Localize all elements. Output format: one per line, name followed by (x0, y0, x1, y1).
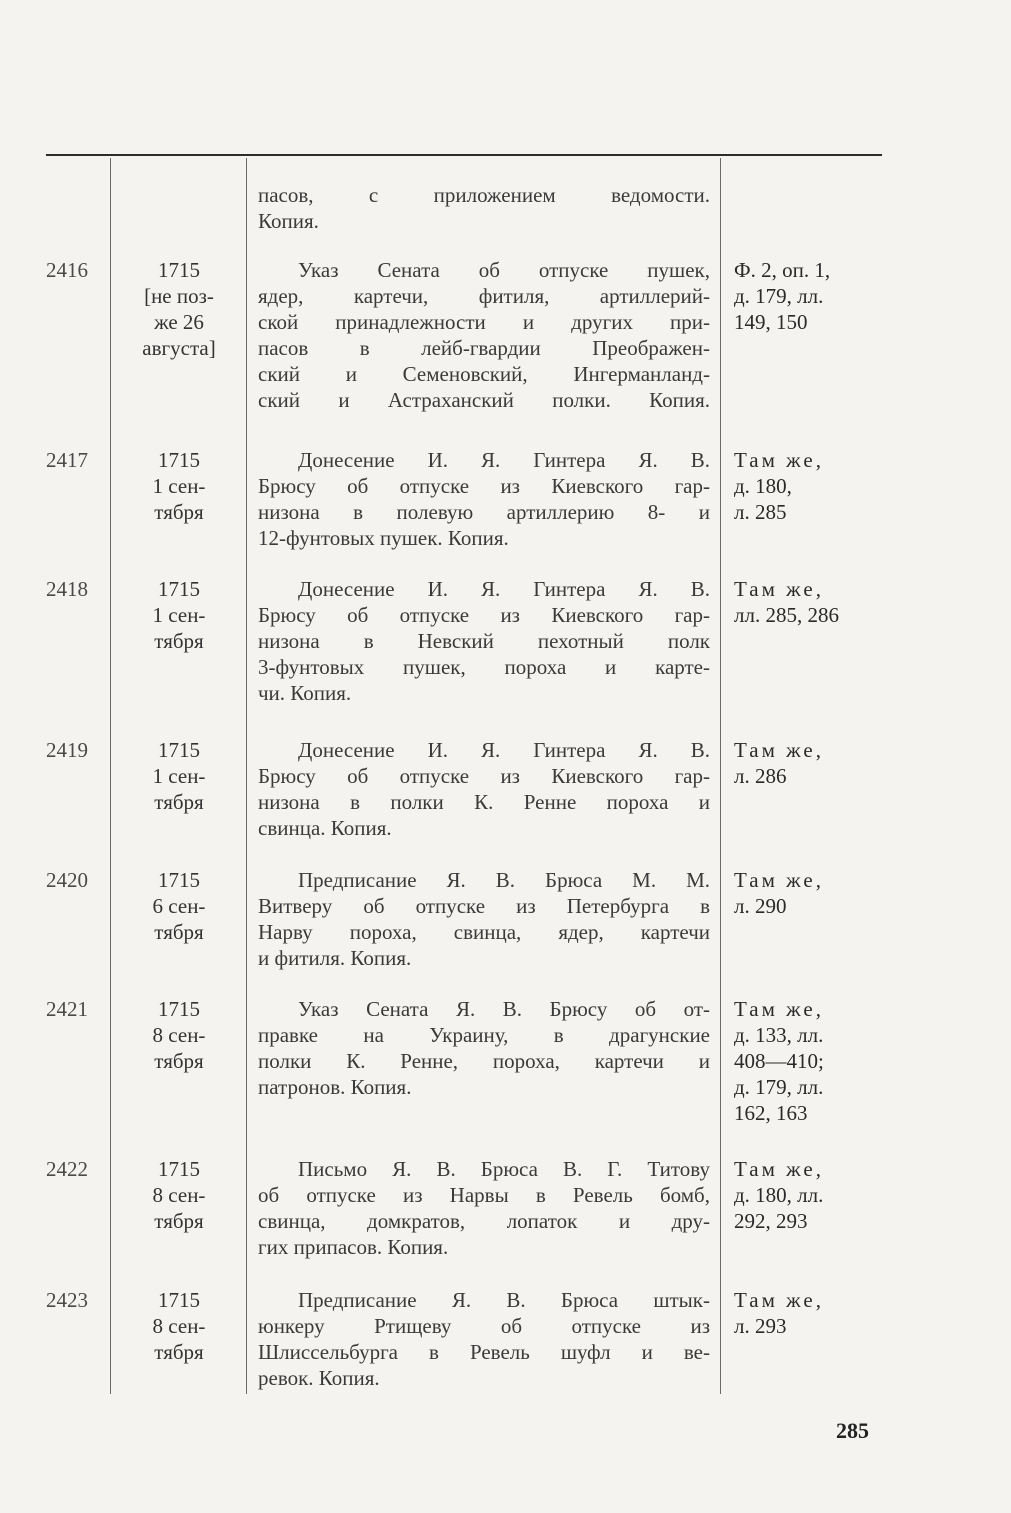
entry-description: Предписание Я. В. Брюса М. М. Витверу об отпуске из Петербурга в Нарву пороха, свинца, ядер, картечи и фитиля. Копия. (258, 868, 710, 970)
entry-reference: Там же, лл. 285, 286 (734, 577, 839, 627)
entry-description: Донесение И. Я. Гинтера Я. В. Брюсу об отпуске из Киевского гар- низона в полки К. Ренне пороха и свинца. Копия. (258, 738, 710, 840)
entry-reference: Там же, д. 180, лл. 292, 293 (734, 1157, 824, 1233)
column-divider-3 (720, 158, 721, 1394)
entry-description: Донесение И. Я. Гинтера Я. В. Брюсу об отпуске из Киевского гар- низона в полевую артиллерию 8- и 12-фунтовых пушек. Копия. (258, 448, 710, 550)
entry-date: 1715 8 сен- тября (152, 997, 206, 1073)
page-number: 285 (836, 1418, 869, 1443)
entry-date: 1715 6 сен- тября (152, 868, 206, 944)
entry-reference: Там же, д. 180, л. 285 (734, 448, 824, 524)
entry-description: Указ Сената об отпуске пушек, ядер, картечи, фитиля, артиллерий- ской принадлежности и других при- пасов в лейб-гвардии Преображен- ский и Семеновский, Ингерманланд- ский и Астраханский полки. Копия. (258, 258, 710, 412)
entry-number: 2421 (46, 997, 88, 1021)
entry-reference: Ф. 2, оп. 1, д. 179, лл. 149, 150 (734, 258, 831, 334)
entry-number: 2423 (46, 1288, 88, 1312)
entry-number: 2416 (46, 258, 88, 282)
entry-date: 1715 [не поз- же 26 августа] (142, 258, 216, 360)
entry-number: 2420 (46, 868, 88, 892)
entry-date: 1715 8 сен- тября (152, 1157, 206, 1233)
entry-number: 2418 (46, 577, 88, 601)
entry-reference: Там же, л. 293 (734, 1288, 824, 1338)
entry-description: Предписание Я. В. Брюса штык- юнкеру Ртищеву об отпуске из Шлиссельбурга в Ревель шуфл и ве- ревок. Копия. (258, 1288, 710, 1390)
entry-date: 1715 1 сен- тября (152, 448, 206, 524)
column-divider-1 (110, 158, 111, 1394)
entry-date: 1715 1 сен- тября (152, 738, 206, 814)
entry-date: 1715 1 сен- тября (152, 577, 206, 653)
column-divider-2 (246, 158, 247, 1394)
table-top-rule (46, 154, 882, 156)
entry-date: 1715 8 сен- тября (152, 1288, 206, 1364)
entry-description: Письмо Я. В. Брюса В. Г. Титову об отпуске из Нарвы в Ревель бомб, свинца, домкратов, лопаток и дру- гих припасов. Копия. (258, 1157, 710, 1259)
entry-description: Указ Сената Я. В. Брюсу об от- правке на Украину, в драгунские полки К. Ренне, пороха, картечи и патронов. Копия. (258, 997, 710, 1099)
entry-reference: Там же, л. 290 (734, 868, 824, 918)
entry-description: Донесение И. Я. Гинтера Я. В. Брюсу об отпуске из Киевского гар- низона в Невский пехотный полк 3-фунтовых пушек, пороха и карте- чи. Копия. (258, 577, 710, 705)
carryover-description: пасов, с приложением ведомости. Копия. (258, 183, 710, 233)
entry-reference: Там же, л. 286 (734, 738, 824, 788)
entry-number: 2419 (46, 738, 88, 762)
entry-reference: Там же, д. 133, лл. 408—410; д. 179, лл. 162, 163 (734, 997, 824, 1125)
entry-number: 2422 (46, 1157, 88, 1181)
entry-number: 2417 (46, 448, 88, 472)
